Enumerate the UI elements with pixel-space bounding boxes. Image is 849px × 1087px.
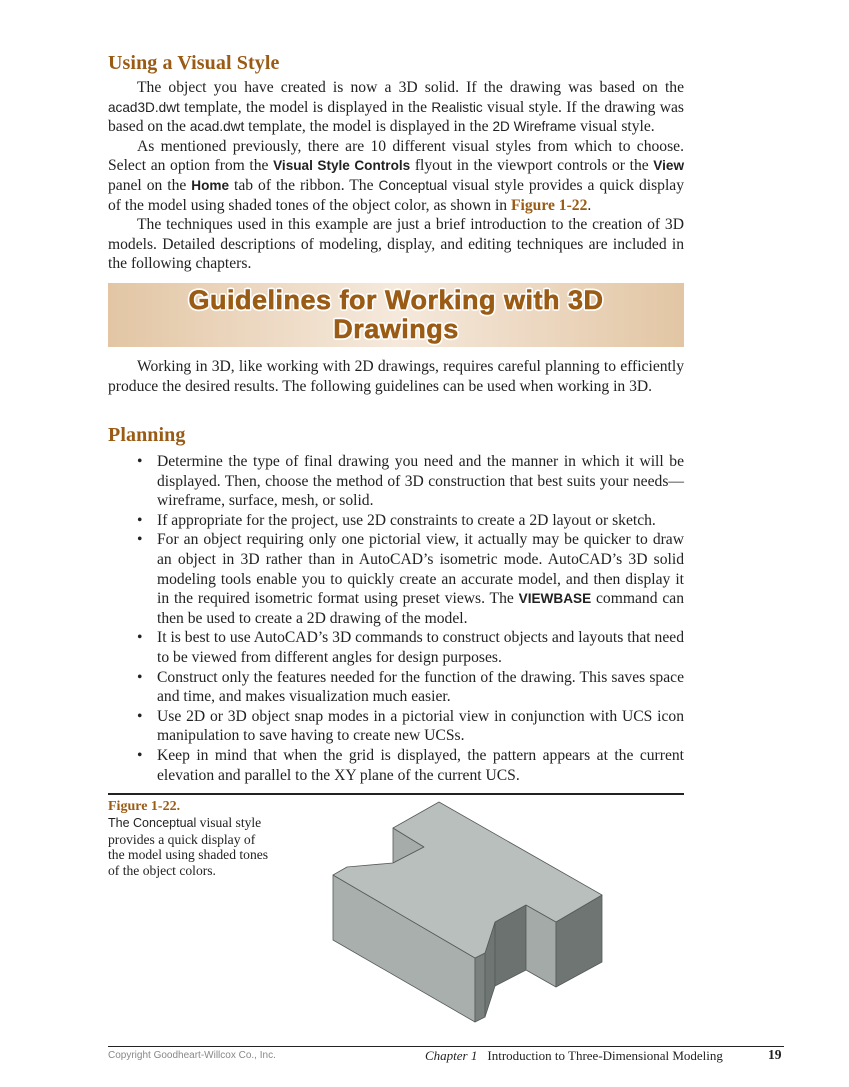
ui-term-home: Home (191, 177, 230, 193)
text: flyout in the viewport controls or the (410, 157, 654, 175)
text: template, the model is displayed in the (244, 118, 493, 136)
bullet-icon: • (137, 629, 143, 647)
list-item-text: If appropriate for the project, use 2D constraints to create a 2D layout or sketch. (157, 511, 656, 529)
list-item-text: For an object requiring only one pictorial view, it actually may be quicker to draw an object in 3D rather than in AutoCAD’s isometric mode. AutoCAD’s 3D solid modeling tools enable you to quickly create an accurate model, and then display it in the required isometric format using preset views. The (157, 531, 684, 608)
caption-body: visual style provides a quick display of the model using shaded tones of the object colors. (108, 815, 269, 878)
text: As mentioned previously, there are 10 different visual styles from which to choose. Select an option from the (108, 137, 684, 175)
paragraph: Working in 3D, like working with 2D drawings, requires careful planning to efficiently produce the desired results. The following guidelines can be used when working in 3D. (108, 358, 684, 395)
list-item-text: command can then be used to create a 2D drawing of the model. (157, 590, 684, 627)
section-heading-planning: Planning (108, 424, 186, 446)
banner-title-line-1: Guidelines for Working with 3D (188, 285, 604, 315)
bullet-icon: • (137, 746, 143, 764)
list-item-text: Construct only the features needed for the function of the drawing. This saves space and time, and makes visualization much easier. (157, 668, 684, 706)
visual-style-conceptual: Conceptual (378, 177, 448, 193)
list-item-text: Keep in mind that when the grid is displayed, the pattern appears at the current elevation and parallel to the XY plane of the current UCS. (157, 746, 684, 784)
text: . (587, 196, 592, 214)
bullet-icon: • (137, 668, 143, 686)
bullet-icon: • (137, 453, 143, 470)
banner-title-line-2: Drawings (333, 314, 459, 344)
list-item-text: It is best to use AutoCAD’s 3D commands to construct objects and layouts that need to be viewed from different angles for design purposes. (157, 629, 684, 666)
footer-chapter-title: Introduction to Three-Dimensional Modeling (487, 1048, 723, 1063)
command-viewbase: VIEWBASE (518, 591, 592, 607)
bullet-icon: • (137, 707, 143, 725)
template-name-acad: acad.dwt (189, 119, 245, 135)
bullet-icon: • (137, 511, 143, 529)
text: visual style. (576, 118, 655, 136)
visual-style-realistic: Realistic (431, 99, 483, 115)
figure-label: Figure 1-22. (108, 799, 181, 814)
text: template, the model is displayed in the (179, 98, 432, 116)
visual-style-2d-wireframe: 2D Wireframe (492, 119, 577, 135)
paragraph: The techniques used in this example are just a brief introduction to the creation of 3D models. Detailed descriptions of modeling, display, and editing techniques are included in the following chapters. (108, 216, 684, 273)
text: panel on the (108, 176, 192, 194)
text: tab of the ribbon. The (229, 176, 379, 194)
footer-chapter-label: Chapter 1 (425, 1048, 478, 1063)
text: visual style. If the drawing was based on the (108, 98, 684, 136)
caption-term-conceptual: The Conceptual (108, 816, 197, 830)
template-name-acad3d: acad3D.dwt (108, 99, 180, 115)
footer-divider (108, 1046, 784, 1047)
list-item-text: Determine the type of final drawing you need and the manner in which it will be displayed. Then, choose the method of 3D construction that best suits your needs—wireframe, surface, mesh, or solid. (157, 453, 684, 510)
footer-page-number: 19 (768, 1047, 782, 1062)
ui-term-view: View (653, 158, 685, 174)
block-chamfer-face (475, 953, 485, 1022)
text: visual style provides a quick display of the model using shaded tones of the object color, as shown in (108, 176, 684, 214)
text: The object you have created is now a 3D solid. If the drawing was based on the (137, 79, 684, 96)
list-item-text: Use 2D or 3D object snap modes in a pictorial view in conjunction with UCS icon manipulation to save having to create new UCSs. (157, 707, 684, 745)
bullet-icon: • (137, 531, 143, 549)
footer-copyright: Copyright Goodheart-Willcox Co., Inc. (108, 1050, 276, 1061)
section-heading-using-visual-style: Using a Visual Style (108, 52, 280, 74)
footer-chapter (425, 1048, 752, 1064)
figure-reference-link[interactable]: Figure 1-22 (511, 196, 588, 214)
ui-term-visual-style-controls: Visual Style Controls (273, 158, 411, 174)
